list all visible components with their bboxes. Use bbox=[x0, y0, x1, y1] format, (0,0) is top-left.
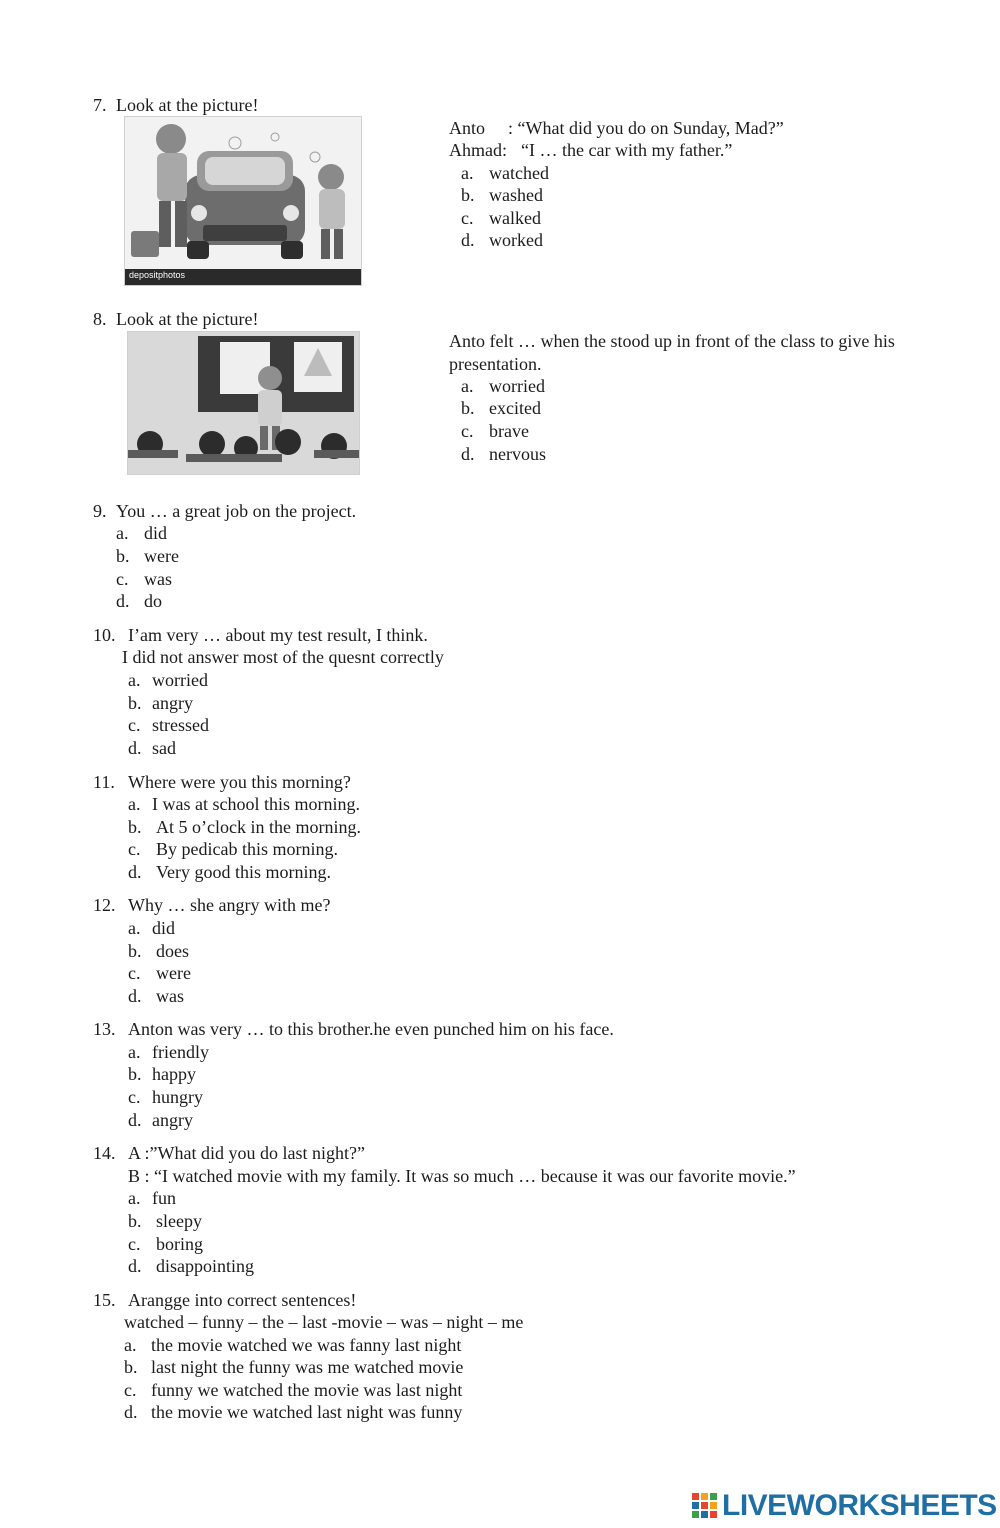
option-text: worried bbox=[152, 670, 208, 690]
q10-text: I’am very … about my test result, I think. bbox=[128, 625, 428, 645]
q14-option-d[interactable] bbox=[128, 1255, 254, 1277]
option-text: funny we watched the movie was last night bbox=[151, 1380, 463, 1400]
option-text: watched bbox=[489, 163, 549, 183]
option-letter: a. bbox=[461, 376, 474, 396]
option-text: sleepy bbox=[156, 1211, 202, 1231]
q7-car-wash-picture bbox=[124, 116, 362, 286]
liveworksheets-grid-icon bbox=[692, 1493, 718, 1519]
q12-option-b[interactable] bbox=[128, 940, 189, 962]
option-letter: b. bbox=[128, 1211, 142, 1231]
option-letter: c. bbox=[128, 839, 141, 859]
q8-option-b[interactable] bbox=[461, 397, 541, 419]
q8-option-d[interactable] bbox=[461, 443, 546, 465]
option-text: brave bbox=[489, 421, 529, 441]
q7-dialog-speaker-2: Ahmad: bbox=[449, 140, 507, 160]
option-text: worked bbox=[489, 230, 543, 250]
option-letter: d. bbox=[461, 230, 475, 250]
option-letter: d. bbox=[128, 1110, 142, 1130]
option-letter: d. bbox=[116, 591, 130, 611]
option-letter: d. bbox=[128, 738, 142, 758]
option-letter: a. bbox=[128, 1188, 141, 1208]
q10-option-c[interactable] bbox=[128, 714, 209, 736]
option-text: boring bbox=[156, 1234, 203, 1254]
q11-option-c[interactable] bbox=[128, 838, 338, 860]
q9-option-b[interactable] bbox=[116, 545, 179, 567]
option-letter: d. bbox=[128, 1256, 142, 1276]
q13-option-c[interactable] bbox=[128, 1086, 203, 1108]
q14-option-a[interactable] bbox=[128, 1187, 176, 1209]
q8-option-a[interactable] bbox=[461, 375, 545, 397]
q14-number: 14. bbox=[93, 1143, 116, 1163]
q15-word-list: watched – funny – the – last -movie – was – night – me bbox=[124, 1312, 524, 1332]
q7-dialog-text-2: “I … the car with my father.” bbox=[521, 140, 733, 160]
q14-text: A :”What did you do last night?” bbox=[128, 1143, 365, 1163]
q8-option-c[interactable] bbox=[461, 420, 529, 442]
q8-prompt: Look at the picture! bbox=[116, 309, 259, 329]
option-text: I was at school this morning. bbox=[152, 794, 360, 814]
q9-option-a[interactable] bbox=[116, 522, 167, 544]
option-text: did bbox=[152, 918, 176, 938]
q11-number: 11. bbox=[93, 772, 115, 792]
q12-option-d[interactable] bbox=[128, 985, 184, 1007]
option-letter: c. bbox=[461, 421, 474, 441]
q10-number: 10. bbox=[93, 625, 116, 645]
option-letter: a. bbox=[128, 670, 141, 690]
option-text: At 5 o’clock in the morning. bbox=[156, 817, 361, 837]
q15-option-d[interactable] bbox=[124, 1401, 462, 1423]
q13-number: 13. bbox=[93, 1019, 116, 1039]
option-text: stressed bbox=[152, 715, 209, 735]
option-letter: a. bbox=[128, 794, 141, 814]
option-text: happy bbox=[152, 1064, 196, 1084]
option-text: sad bbox=[152, 738, 176, 758]
option-letter: c. bbox=[128, 715, 141, 735]
q7-option-a[interactable] bbox=[461, 162, 549, 184]
option-letter: c. bbox=[128, 1087, 141, 1107]
option-letter: a. bbox=[461, 163, 474, 183]
q11-option-b[interactable] bbox=[128, 816, 361, 838]
q7-option-d[interactable] bbox=[461, 229, 543, 251]
option-letter: b. bbox=[116, 546, 130, 566]
option-text: walked bbox=[489, 208, 541, 228]
option-letter: a. bbox=[116, 523, 129, 543]
q8-number: 8. bbox=[93, 309, 107, 329]
option-letter: c. bbox=[128, 963, 141, 983]
option-text: were bbox=[144, 546, 179, 566]
option-letter: a. bbox=[124, 1335, 137, 1355]
option-letter: b. bbox=[124, 1357, 138, 1377]
q7-dialog-text-1: : “What did you do on Sunday, Mad?” bbox=[508, 118, 784, 138]
option-text: was bbox=[144, 569, 172, 589]
q13-option-a[interactable] bbox=[128, 1041, 209, 1063]
q7-prompt: Look at the picture! bbox=[116, 95, 259, 115]
q15-text: Arangge into correct sentences! bbox=[128, 1290, 357, 1310]
q15-option-a[interactable] bbox=[124, 1334, 461, 1356]
option-letter: a. bbox=[128, 918, 141, 938]
option-text: hungry bbox=[152, 1087, 203, 1107]
option-text: By pedicab this morning. bbox=[156, 839, 338, 859]
option-letter: c. bbox=[124, 1380, 137, 1400]
q15-option-c[interactable] bbox=[124, 1379, 462, 1401]
option-letter: a. bbox=[128, 1042, 141, 1062]
q13-text: Anton was very … to this brother.he even punched him on his face. bbox=[128, 1019, 614, 1039]
q14-option-c[interactable] bbox=[128, 1233, 203, 1255]
q12-number: 12. bbox=[93, 895, 116, 915]
liveworksheets-wordmark: LIVEWORKSHEETS bbox=[722, 1489, 997, 1522]
q7-option-b[interactable] bbox=[461, 184, 543, 206]
option-text: last night the funny was me watched movie bbox=[151, 1357, 464, 1377]
option-text: worried bbox=[489, 376, 545, 396]
option-text: did bbox=[144, 523, 168, 543]
q11-text: Where were you this morning? bbox=[128, 772, 351, 792]
q7-image-watermark: depositphotos bbox=[129, 270, 186, 280]
q14-text-line-2: B : “I watched movie with my family. It was so much … because it was our favorite movie.” bbox=[128, 1166, 796, 1186]
q15-option-b[interactable] bbox=[124, 1356, 463, 1378]
q10-option-b[interactable] bbox=[128, 692, 193, 714]
q7-number: 7. bbox=[93, 95, 107, 115]
q9-number: 9. bbox=[93, 501, 107, 521]
option-text: does bbox=[156, 941, 189, 961]
q8-text-line-1: Anto felt … when the stood up in front of the class to give his bbox=[449, 331, 895, 351]
option-text: angry bbox=[152, 1110, 193, 1130]
q14-option-b[interactable] bbox=[128, 1210, 202, 1232]
q15-number: 15. bbox=[93, 1290, 116, 1310]
option-letter: b. bbox=[461, 185, 475, 205]
option-text: the movie watched we was fanny last night bbox=[151, 1335, 462, 1355]
option-letter: c. bbox=[116, 569, 129, 589]
liveworksheets-logo[interactable] bbox=[692, 1488, 997, 1524]
option-letter: b. bbox=[128, 1064, 142, 1084]
q7-option-c[interactable] bbox=[461, 207, 541, 229]
option-letter: c. bbox=[461, 208, 474, 228]
q7-dialog-speaker-1: Anto bbox=[449, 118, 485, 138]
q13-option-d[interactable] bbox=[128, 1109, 193, 1131]
option-text: were bbox=[156, 963, 191, 983]
option-text: friendly bbox=[152, 1042, 209, 1062]
option-text: Very good this morning. bbox=[156, 862, 331, 882]
q9-option-d[interactable] bbox=[116, 590, 162, 612]
q10-option-a[interactable] bbox=[128, 669, 208, 691]
q12-option-c[interactable] bbox=[128, 962, 191, 984]
q11-option-a[interactable] bbox=[128, 793, 360, 815]
option-letter: d. bbox=[128, 862, 142, 882]
option-letter: b. bbox=[128, 693, 142, 713]
q12-option-a[interactable] bbox=[128, 917, 175, 939]
option-letter: b. bbox=[128, 817, 142, 837]
q11-option-d[interactable] bbox=[128, 861, 331, 883]
option-text: nervous bbox=[489, 444, 546, 464]
option-letter: d. bbox=[124, 1402, 138, 1422]
q10-option-d[interactable] bbox=[128, 737, 176, 759]
option-letter: b. bbox=[128, 941, 142, 961]
q9-option-c[interactable] bbox=[116, 568, 172, 590]
option-text: disappointing bbox=[156, 1256, 254, 1276]
q13-option-b[interactable] bbox=[128, 1063, 196, 1085]
option-text: do bbox=[144, 591, 162, 611]
q8-classroom-picture bbox=[127, 331, 360, 475]
q9-text: You … a great job on the project. bbox=[116, 501, 357, 521]
q8-text-line-2: presentation. bbox=[449, 354, 542, 374]
q10-text-line-2: I did not answer most of the quesnt correctly bbox=[122, 647, 444, 667]
option-text: washed bbox=[489, 185, 543, 205]
option-letter: c. bbox=[128, 1234, 141, 1254]
option-text: angry bbox=[152, 693, 193, 713]
option-text: fun bbox=[152, 1188, 176, 1208]
option-text: excited bbox=[489, 398, 541, 418]
option-text: the movie we watched last night was funny bbox=[151, 1402, 463, 1422]
option-letter: d. bbox=[128, 986, 142, 1006]
option-text: was bbox=[156, 986, 184, 1006]
q12-text: Why … she angry with me? bbox=[128, 895, 331, 915]
option-letter: b. bbox=[461, 398, 475, 418]
option-letter: d. bbox=[461, 444, 475, 464]
